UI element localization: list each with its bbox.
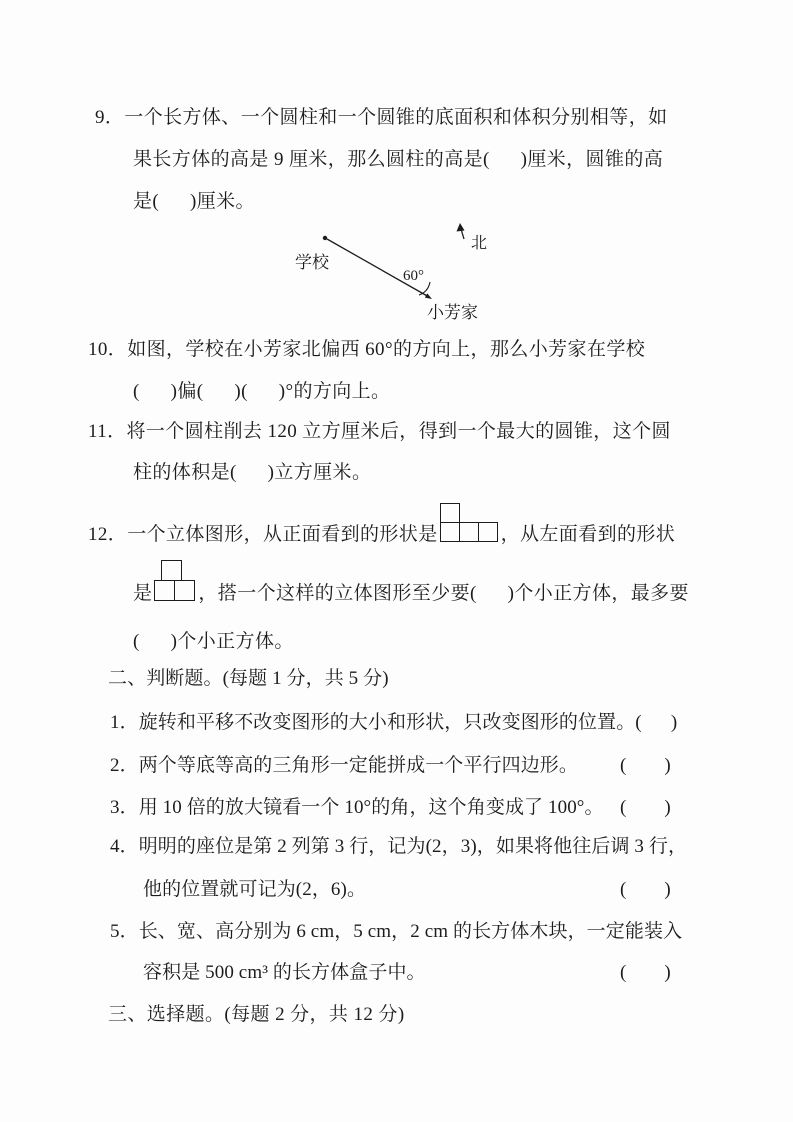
direction-diagram	[285, 218, 495, 326]
question-9-line-2: 果长方体的高是 9 厘米，那么圆柱的高是( )厘米，圆锥的高	[133, 149, 664, 170]
question-9-line-3: 是( )厘米。	[133, 191, 255, 212]
question-11-line-1: 11．将一个圆柱削去 120 立方厘米后，得到一个最大的圆锥，这个圆	[88, 421, 671, 442]
question-10-line-1: 10．如图，学校在小芳家北偏西 60°的方向上，那么小芳家在学校	[88, 339, 646, 360]
question-9-line-1: 9．一个长方体、一个圆柱和一个圆锥的底面积和体积分别相等，如	[95, 107, 668, 128]
front-view-shape	[440, 522, 499, 542]
judge-item-1: 1．旋转和平移不改变图形的大小和形状，只改变图形的位置。( )	[110, 712, 678, 733]
judge-item-3: 3．用 10 倍的放大镜看一个 10°的角，这个角变成了 100°。	[110, 797, 604, 818]
school-point	[323, 236, 327, 240]
judge-item-4-answer-blank: ( )	[620, 879, 671, 900]
question-12-line-3: ( )个小正方体。	[133, 631, 294, 652]
home-label: 小芳家	[427, 303, 478, 322]
judge-item-4-line-1: 4．明明的座位是第 2 列第 3 行，记为(2，3)，如果将他往后调 3 行，	[110, 836, 688, 857]
question-12-line-1	[88, 522, 675, 547]
judge-item-5-line-2: 容积是 500 cm³ 的长方体盒子中。	[143, 962, 426, 983]
question-10-line-2: ( )偏( )( )°的方向上。	[133, 381, 391, 402]
question-11-line-2: 柱的体积是( )立方厘米。	[133, 462, 372, 483]
judge-item-2-answer-blank: ( )	[620, 755, 671, 776]
north-label: 北	[471, 235, 488, 252]
judge-item-2: 2．两个等底等高的三角形一定能拼成一个平行四边形。	[110, 755, 579, 776]
school-label: 学校	[295, 253, 329, 272]
judge-item-5-answer-blank: ( )	[620, 962, 671, 983]
question-12-line-2-text-a: 是	[133, 583, 153, 604]
line-arrowhead-icon	[425, 293, 432, 299]
judge-item-5-line-1: 5．长、宽、高分别为 6 cm，5 cm，2 cm 的长方体木块，一定能装入	[110, 921, 683, 942]
north-arrow-icon	[457, 223, 465, 232]
judge-item-3-answer-blank: ( )	[620, 797, 671, 818]
judge-item-4-line-2: 他的位置就可记为(2，6)。	[143, 879, 367, 900]
side-view-shape	[154, 580, 196, 601]
section-3-heading: 三、选择题。(每题 2 分，共 12 分)	[108, 1004, 405, 1025]
question-12-line-1-text-a: 12．一个立体图形，从正面看到的形状是	[88, 524, 438, 545]
question-12-line-2	[133, 580, 689, 606]
section-2-heading: 二、判断题。(每题 1 分，共 5 分)	[108, 668, 389, 689]
angle-label: 60°	[403, 268, 424, 284]
question-12-line-1-text-b: ，从左面看到的形状	[500, 524, 676, 545]
question-12-line-2-text-b: ，搭一个这样的立体图形至少要( )个小正方体，最多要	[198, 583, 689, 604]
